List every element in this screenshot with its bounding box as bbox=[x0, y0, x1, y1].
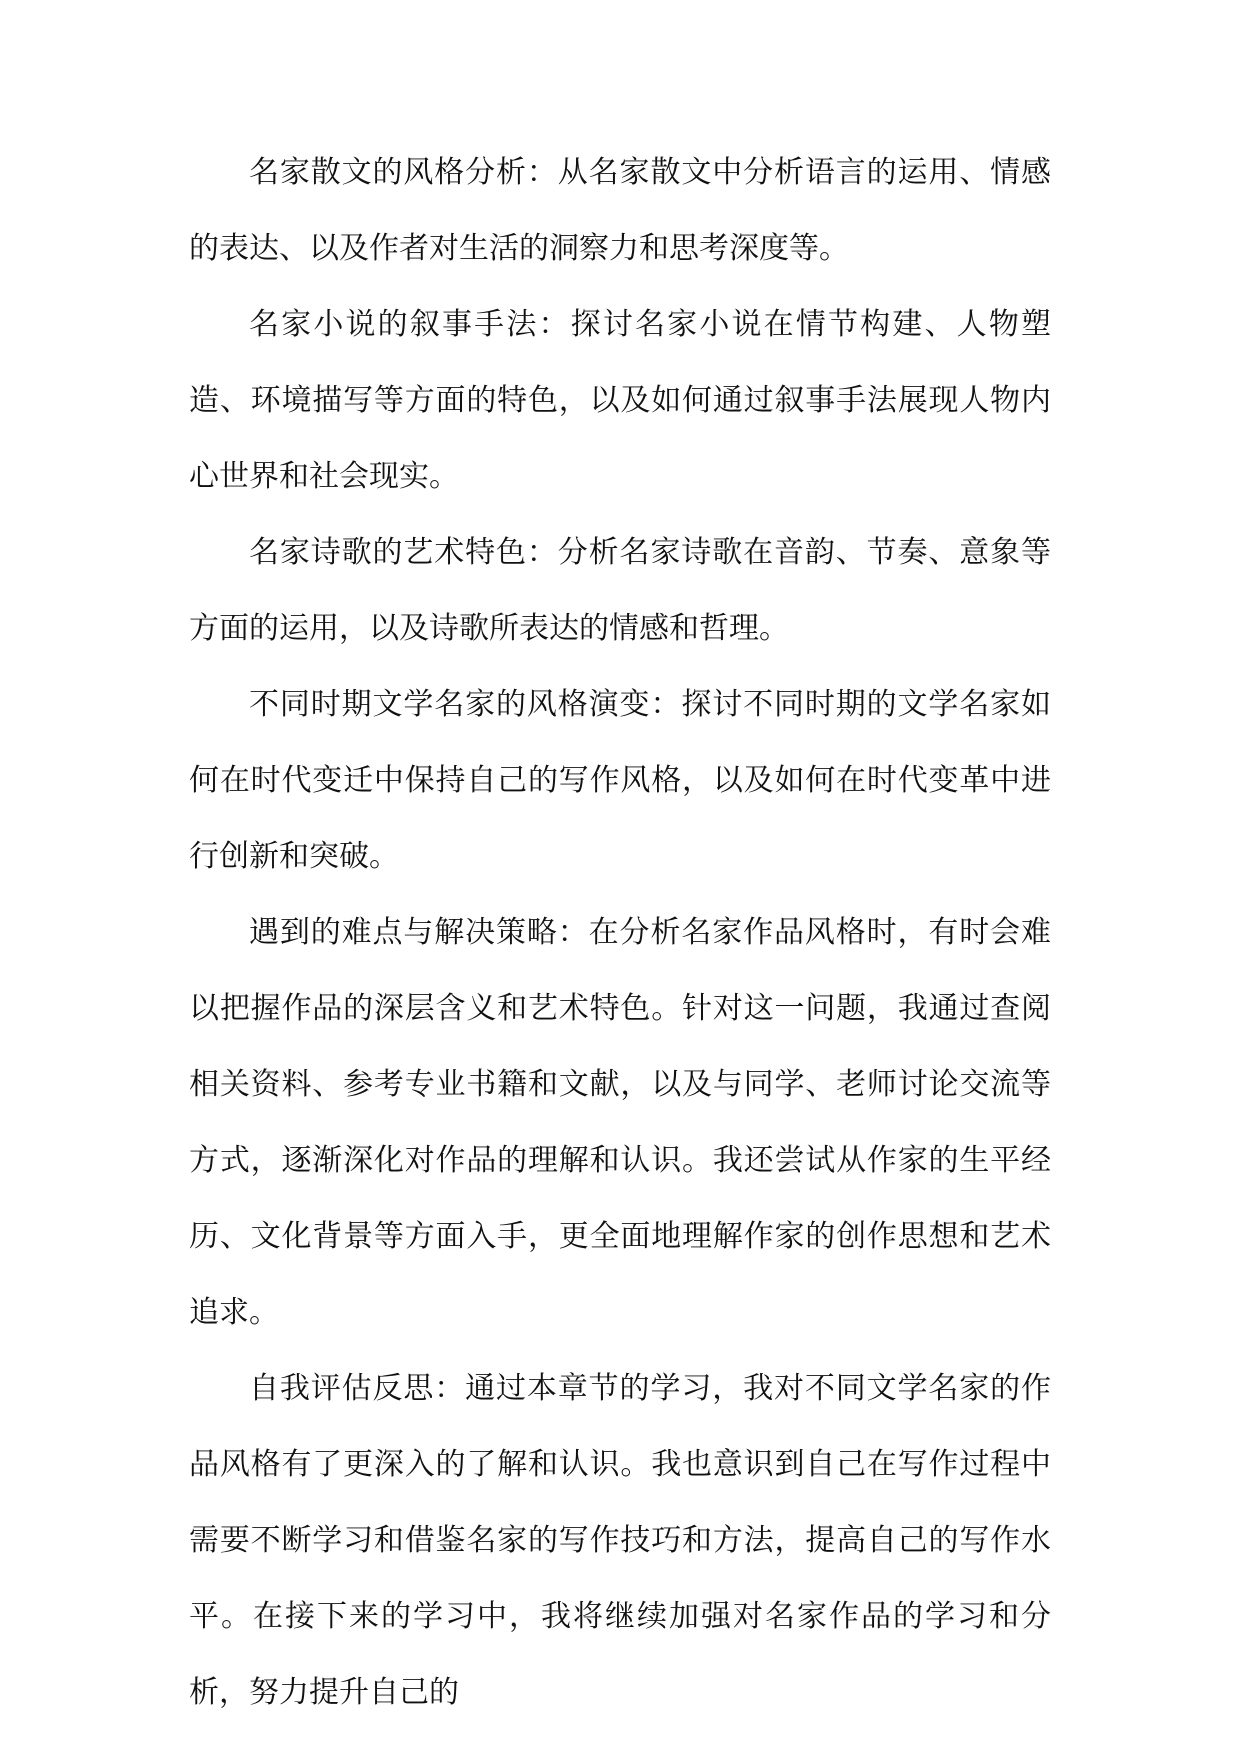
document-body bbox=[189, 135, 1051, 1731]
paragraph-poetry-art: 名家诗歌的艺术特色：分析名家诗歌在音韵、节奏、意象等方面的运用，以及诗歌所表达的情感和哲理。 bbox=[189, 535, 1051, 646]
paragraph-difficulties-strategies: 遇到的难点与解决策略：在分析名家作品风格时，有时会难以把握作品的深层含义和艺术特色。针对这一问题，我通过查阅相关资料、参考专业书籍和文献，以及与同学、老师讨论交流等方式，逐渐深化对作品的理解和认识。我还尝试从作家的生平经历、文化背景等方面入手，更全面地理解作家的创作思想和艺术追求。 bbox=[189, 915, 1051, 1330]
paragraph-novel-narrative: 名家小说的叙事手法：探讨名家小说在情节构建、人物塑造、环境描写等方面的特色，以及如何通过叙事手法展现人物内心世界和社会现实。 bbox=[189, 307, 1051, 494]
paragraph-self-reflection: 自我评估反思：通过本章节的学习，我对不同文学名家的作品风格有了更深入的了解和认识。我也意识到自己在写作过程中需要不断学习和借鉴名家的写作技巧和方法，提高自己的写作水平。在接下来的学习中，我将继续加强对名家作品的学习和分析，努力提升自己的 bbox=[189, 1371, 1051, 1710]
paragraph-style-evolution: 不同时期文学名家的风格演变：探讨不同时期的文学名家如何在时代变迁中保持自己的写作风格，以及如何在时代变革中进行创新和突破。 bbox=[189, 687, 1051, 874]
paragraph-essay-style: 名家散文的风格分析：从名家散文中分析语言的运用、情感的表达、以及作者对生活的洞察力和思考深度等。 bbox=[189, 155, 1051, 266]
